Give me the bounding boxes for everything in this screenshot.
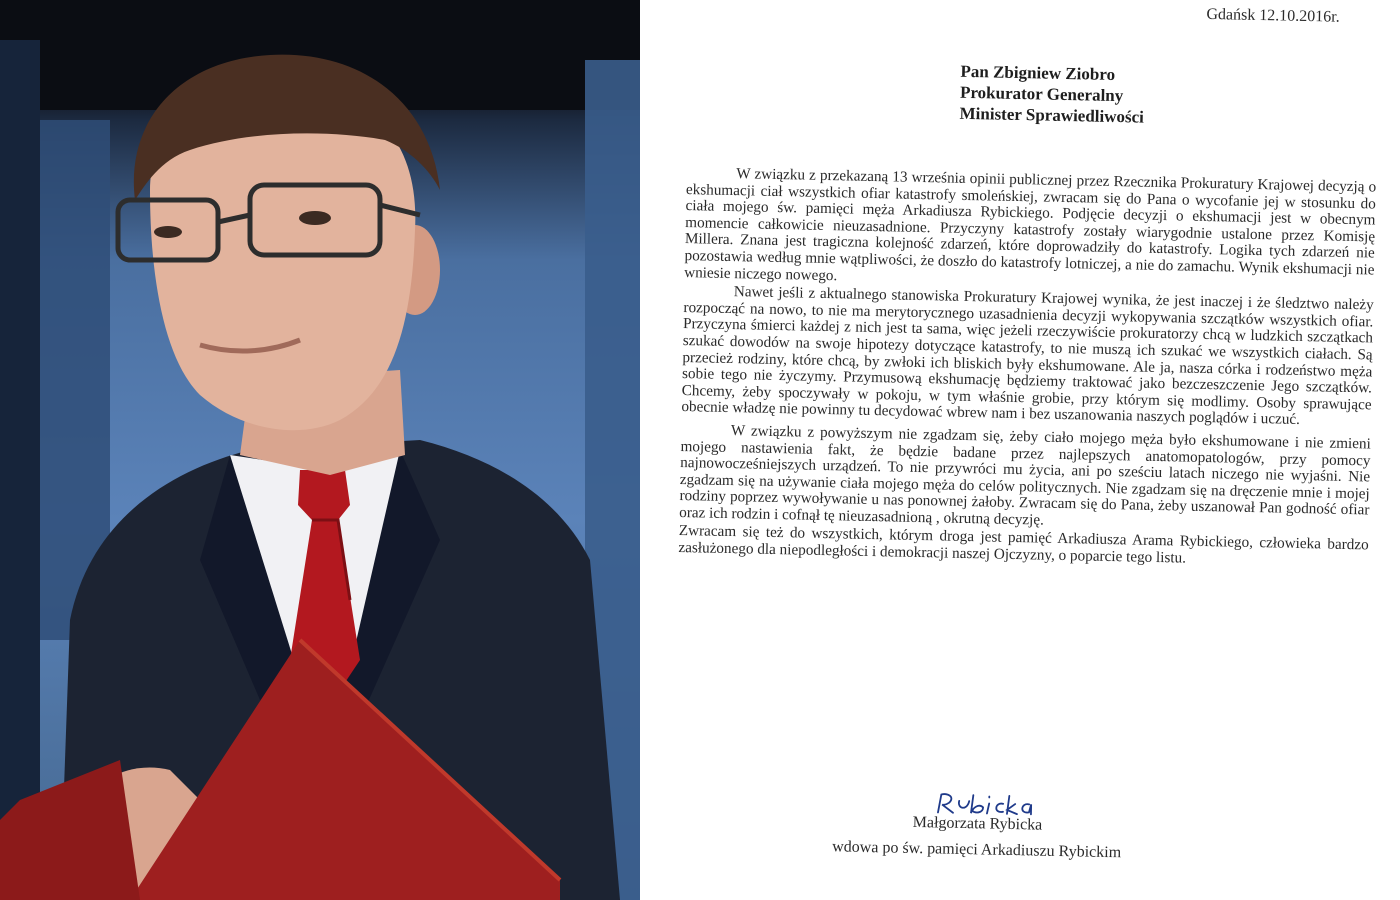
- recipient-block: [959, 61, 1145, 128]
- letter-paragraph: Zwracam się też do wszystkich, którym droga jest pamięć Arkadiusza Arama Rybickiego, człowieka bardzo zasłużonego dla niepodległości i demokracji naszej Ojczyzny, o poparcie tego listu.: [678, 522, 1369, 567]
- signer-name: Małgorzata Rybicka: [912, 813, 1043, 834]
- left-door: [0, 40, 40, 900]
- recipient-line: Minister Sprawiedliwości: [959, 103, 1145, 127]
- portrait-illustration: [0, 0, 640, 900]
- letter-page: [640, 0, 1400, 900]
- portrait-photo: [0, 0, 640, 900]
- letter-date: Gdańsk 12.10.2016r.: [1206, 5, 1340, 26]
- letter-paragraph: W związku z powyższym nie zgadzam się, żeby ciało mojego męża było ekshumowane i nie zmieni mojego nastawienia fakt, że będzie badane przez najlepszych anatomopatologów, przy pomocy najnowocześniejszych urządzeń. To nie przywróci mu życia, ani po sześciu latach niczego nie wyjaśni. Nie zgadzam się na używanie ciała mojego męża do celów politycznych. Nie zgadzam się na dręczenie mnie i mojej rodziny poprzez wywoływanie u nas ponownej żałoby. Zwracam się do Pana, żeby uszanował Pan godność ofiar oraz ich rodzin i cofnął tę nieuzasadnioną , okrutną decyzję.: [679, 421, 1371, 529]
- signer-title: wdowa po św. pamięci Arkadiuszu Rybickim: [832, 838, 1122, 862]
- recipient-line: Pan Zbigniew Ziobro: [960, 61, 1116, 85]
- recipient-line: Prokurator Generalny: [959, 82, 1124, 106]
- letter-paragraph: Nawet jeśli z aktualnego stanowiska Prokuratury Krajowej wynika, że jest inaczej i że śledztwo należy rozpocząć na nowo, to nie ma merytorycznego uzasadnienia decyzji wykopywania szczątków wszystkich ofiar. Przyczyna śmierci każdej z nich jest ta sama, więc jeżeli rzeczywiście prokuratorzy chcą w ludzkich szczątkach szukać dowodów na swoje hipotezy dotyczące katastrofy, to nie muszą ich szukać we wszystkich ciałach. Są przecież rodziny, które chcą, by zwłoki ich bliskich były ekshumowane. Ale ja, nasza córka i rodzeństwo męża sobie tego nie życzymy. Przymusową ekshumację będziemy traktować jako bezczeszczenie Jego szczątków. Chcemy, żeby spoczywały w pokoju, w tym właśnie grobie, przy którym się modlimy. Osoby sprawujące obecnie władzę nie powinny tu decydować wbrew nam i bez uszanowania naszych poglądów i uczuć.: [681, 283, 1374, 429]
- letter-panel: [640, 0, 1400, 900]
- letter-body: [678, 165, 1376, 573]
- letter-paragraph: W związku z przekazaną 13 września opinii publicznej przez Rzecznika Prokuratury Krajowej decyzją o ekshumacji ciał wszystkich ofiar katastrofy smoleńskiej, zwracam się do Pana o wycofanie jej w stosunku do ciała mojego św. pamięci męża Arkadiusza Rybickiego. Podjęcie decyzji o ekshumacji jest w obecnym momencie całkowicie nieuzasadnione. Przyczyny katastrofy zostały wiarygodnie ustalone przez Komisję Millera. Znana jest tragiczna kolejność zdarzeń, które doprowadziły do katastrofy. Logika tych zdarzeń nie pozostawia według mnie wątpliwości, że doszło do katastrofy lotniczej, a nie do zamachu. Wynik ekshumacji nie wniesie niczego nowego.: [684, 165, 1377, 284]
